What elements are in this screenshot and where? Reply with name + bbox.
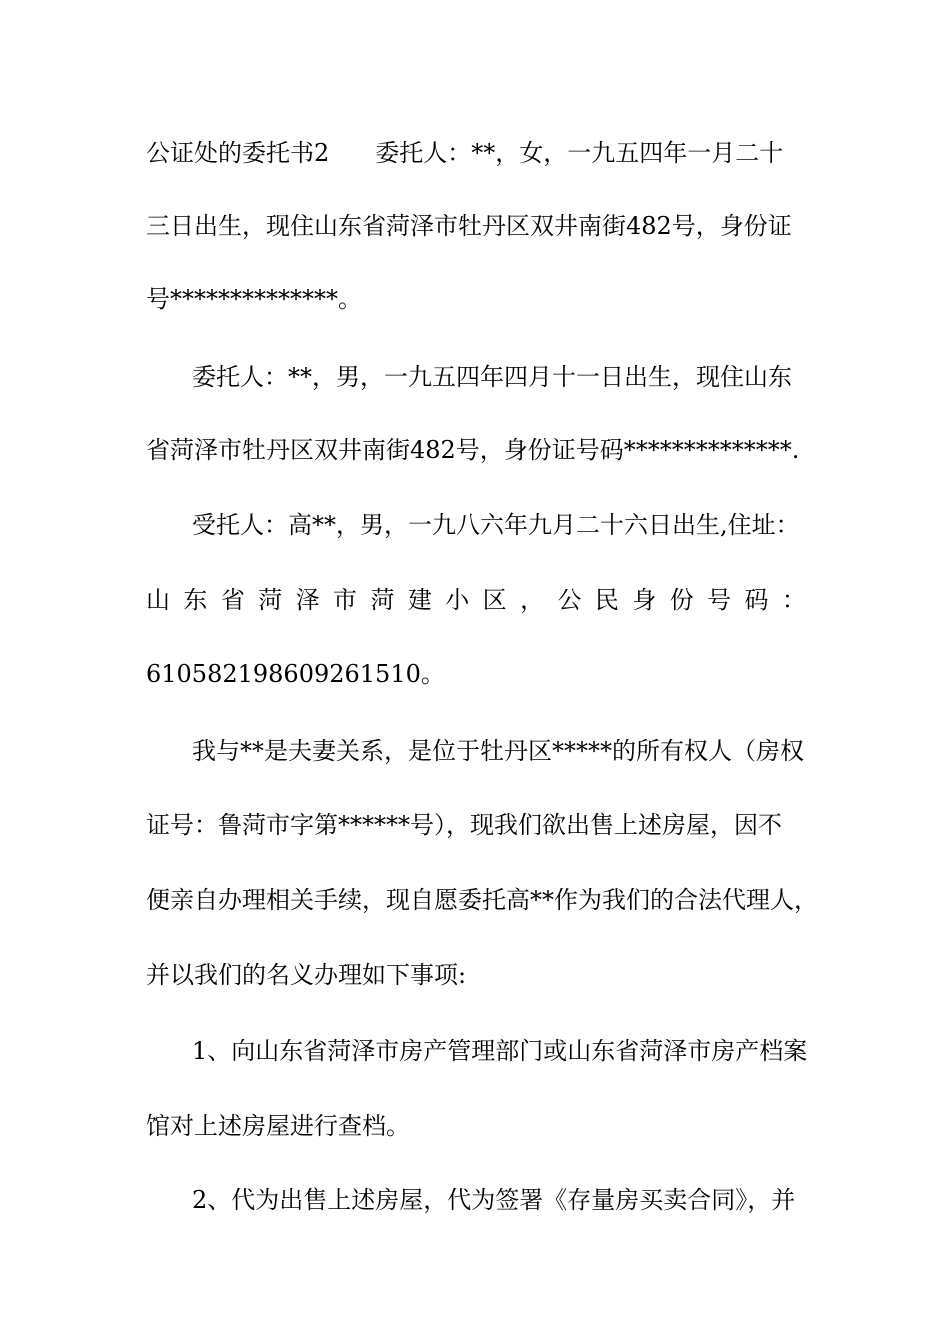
char: 码 — [744, 586, 769, 614]
text-line-7 — [146, 585, 806, 615]
char: 菏 — [258, 586, 283, 614]
text-span: 委托人：**，女，一九五四年一月二十 — [375, 139, 784, 167]
char: 小 — [445, 586, 470, 614]
char: 建 — [407, 586, 432, 614]
char: 民 — [594, 586, 619, 614]
text-line-6: 受托人：高**，男，一九八六年九月二十六日出生,住址： — [192, 511, 800, 539]
char: 泽 — [295, 586, 320, 614]
text-line-12: 并以我们的名义办理如下事项: — [146, 961, 467, 989]
text-line-15: 2、代为出售上述房屋，代为签署《存量房买卖合同》，并 — [192, 1186, 796, 1214]
char: 东 — [183, 586, 208, 614]
char: 号 — [707, 586, 732, 614]
text-line-9: 我与**是夫妻关系，是位于牡丹区*****的所有权人（房权 — [192, 737, 804, 765]
text-line-4: 委托人：**，男，一九五四年四月十一日出生，现住山东 — [192, 363, 792, 391]
char: 菏 — [370, 586, 395, 614]
text-line-2: 三日出生，现住山东省菏泽市牡丹区双井南街482号，身份证 — [146, 212, 792, 240]
text-line-5: 省菏泽市牡丹区双井南街482号，身份证号码**************. — [146, 436, 800, 464]
text-line-11: 便亲自办理相关手续，现自愿委托高**作为我们的合法代理人， — [146, 886, 818, 914]
char: 公 — [557, 586, 582, 614]
char: 市 — [333, 586, 358, 614]
text-line-8: 610582198609261510。 — [146, 660, 445, 688]
text-line-3: 号**************。 — [146, 285, 362, 313]
char: 份 — [669, 586, 694, 614]
text-line-10: 证号：鲁菏市字第******号），现我们欲出售上述房屋，因不 — [146, 811, 782, 839]
char: ： — [781, 586, 806, 614]
char: 省 — [220, 586, 245, 614]
char: 身 — [632, 586, 657, 614]
text-line-1 — [146, 138, 806, 168]
char: 区 — [482, 586, 507, 614]
document-title: 公证处的委托书2 — [146, 139, 330, 167]
text-line-14: 馆对上述房屋进行查档。 — [146, 1112, 410, 1140]
char: 山 — [146, 586, 170, 614]
char: ， — [520, 586, 545, 614]
text-line-13: 1、向山东省菏泽市房产管理部门或山东省菏泽市房产档案 — [192, 1037, 808, 1065]
